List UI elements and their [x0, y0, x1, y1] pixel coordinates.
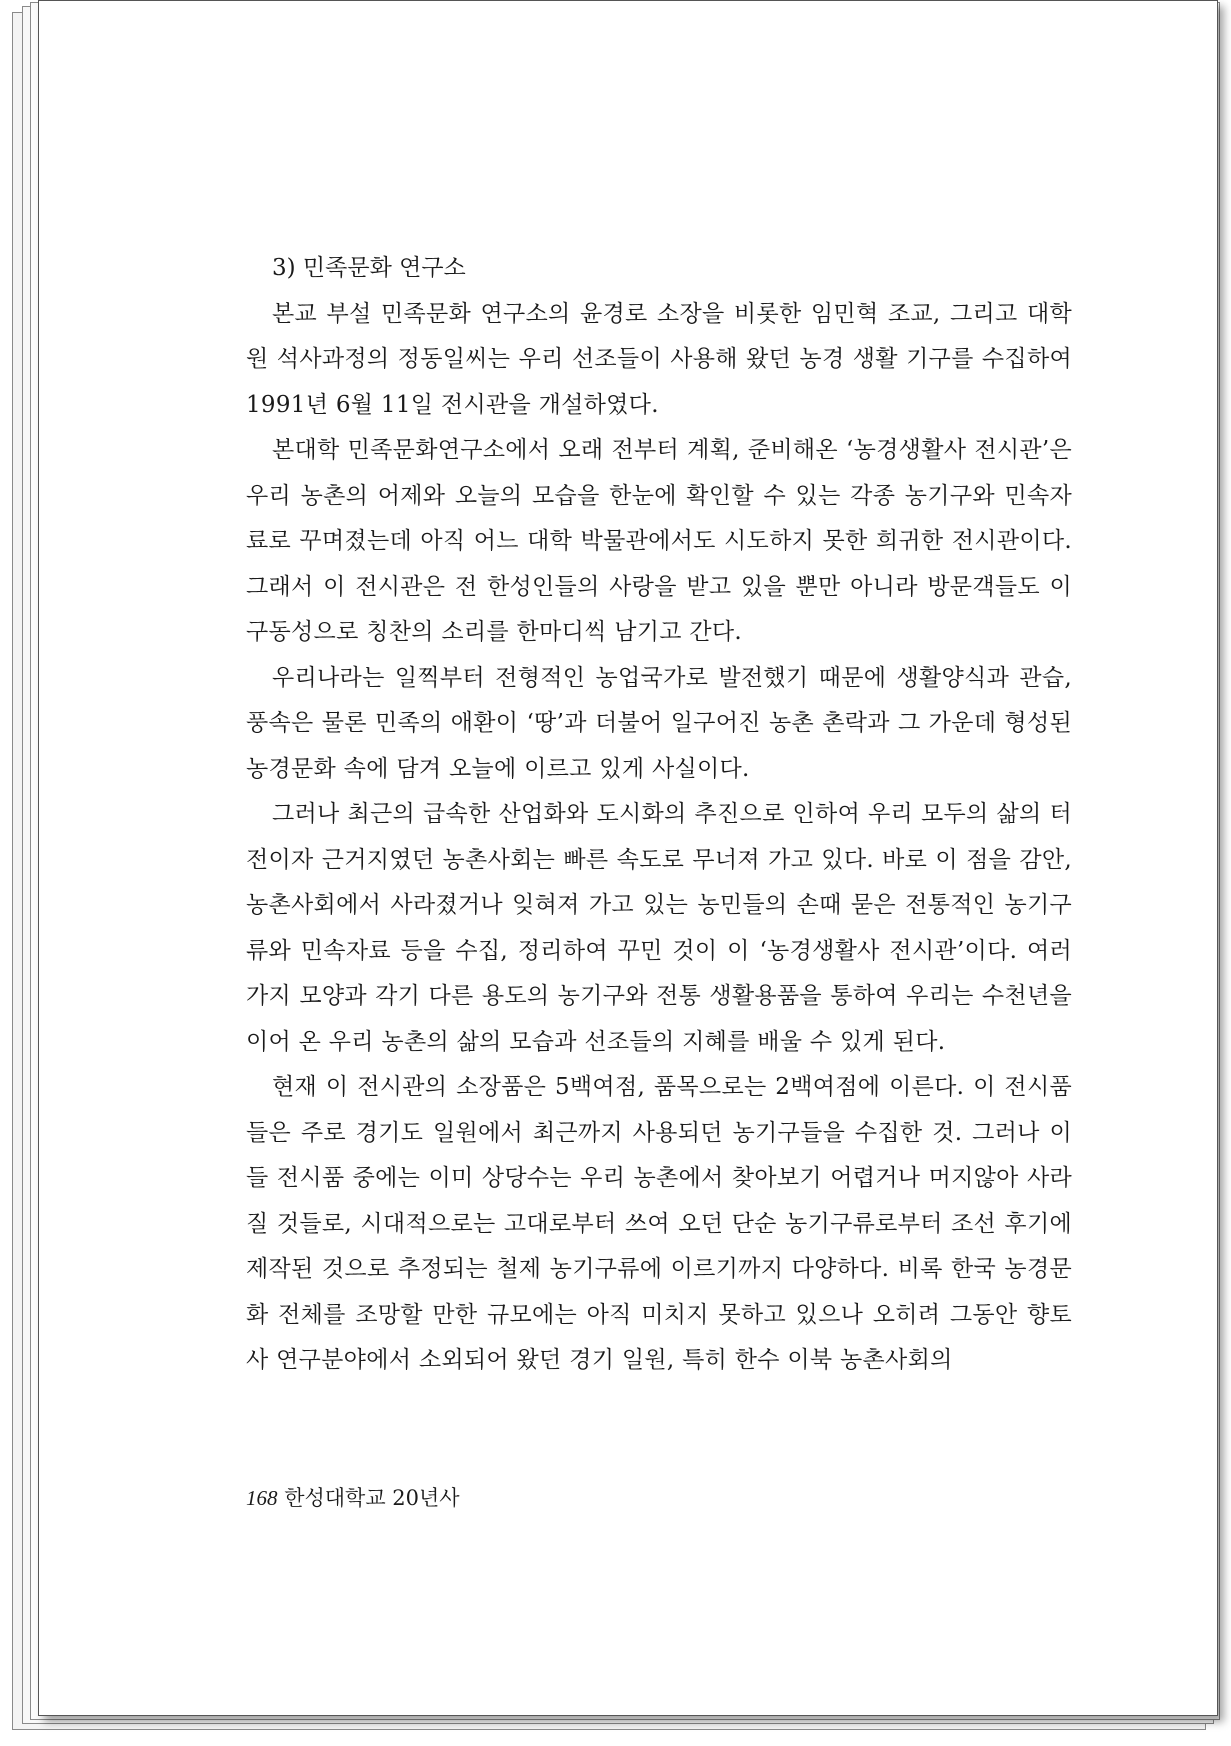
page-body — [246, 246, 1072, 1384]
paragraph-1: 본교 부설 민족문화 연구소의 윤경로 소장을 비롯한 임민혁 조교, 그리고 대학원 석사과정의 정동일씨는 우리 선조들이 사용해 왔던 농경 생활 기구를 수집하여 1991년 6월 11일 전시관을 개설하였다. — [246, 300, 1072, 418]
page-number: 168 — [246, 1486, 278, 1510]
section-heading: 3) 민족문화 연구소 — [272, 255, 466, 281]
paragraph-5: 현재 이 전시관의 소장품은 5백여점, 품목으로는 2백여점에 이른다. 이 전시품들은 주로 경기도 일원에서 최근까지 사용되던 농기구들을 수집한 것. 그러나 이들 전시품 중에는 이미 상당수는 우리 농촌에서 찾아보기 어렵거나 머지않아 사라질 것들로, 시대적으로는 고대로부터 쓰여 오던 단순 농기구류로부터 조선 후기에 제작된 것으로 추정되는 철제 농기구류에 이르기까지 다양하다. 비록 한국 농경문화 전체를 조망할 만한 규모에는 아직 미치지 못하고 있으나 오히려 그동안 향토사 연구분야에서 소외되어 왔던 경기 일원, 특히 한수 이북 농촌사회의 — [246, 1074, 1073, 1373]
book-title: 한성대학교 20년사 — [284, 1486, 460, 1510]
paragraph-2: 본대학 민족문화연구소에서 오래 전부터 계획, 준비해온 ‘농경생활사 전시관’은 우리 농촌의 어제와 오늘의 모습을 한눈에 확인할 수 있는 각종 농기구와 민속자료로 꾸며졌는데 아직 어느 대학 박물관에서도 시도하지 못한 희귀한 전시관이다. 그래서 이 전시관은 전 한성인들의 사랑을 받고 있을 뿐만 아니라 방문객들도 이구동성으로 칭찬의 소리를 한마디씩 남기고 간다. — [246, 437, 1073, 645]
paragraph-3: 우리나라는 일찍부터 전형적인 농업국가로 발전했기 때문에 생활양식과 관습, 풍속은 물론 민족의 애환이 ‘땅’과 더불어 일구어진 농촌 촌락과 그 가운데 형성된 농경문화 속에 담겨 오늘에 이르고 있게 사실이다. — [246, 664, 1072, 782]
paragraph-4: 그러나 최근의 급속한 산업화와 도시화의 추진으로 인하여 우리 모두의 삶의 터전이자 근거지였던 농촌사회는 빠른 속도로 무너져 가고 있다. 바로 이 점을 감안, 농촌사회에서 사라졌거나 잊혀져 가고 있는 농민들의 손때 묻은 전통적인 농기구류와 민속자료 등을 수집, 정리하여 꾸민 것이 이 ‘농경생활사 전시관’이다. 여러가지 모양과 각기 다른 용도의 농기구와 전통 생활용품을 통하여 우리는 수천년을 이어 온 우리 농촌의 삶의 모습과 선조들의 지혜를 배울 수 있게 된다. — [246, 801, 1072, 1055]
page-footer — [246, 1482, 460, 1512]
